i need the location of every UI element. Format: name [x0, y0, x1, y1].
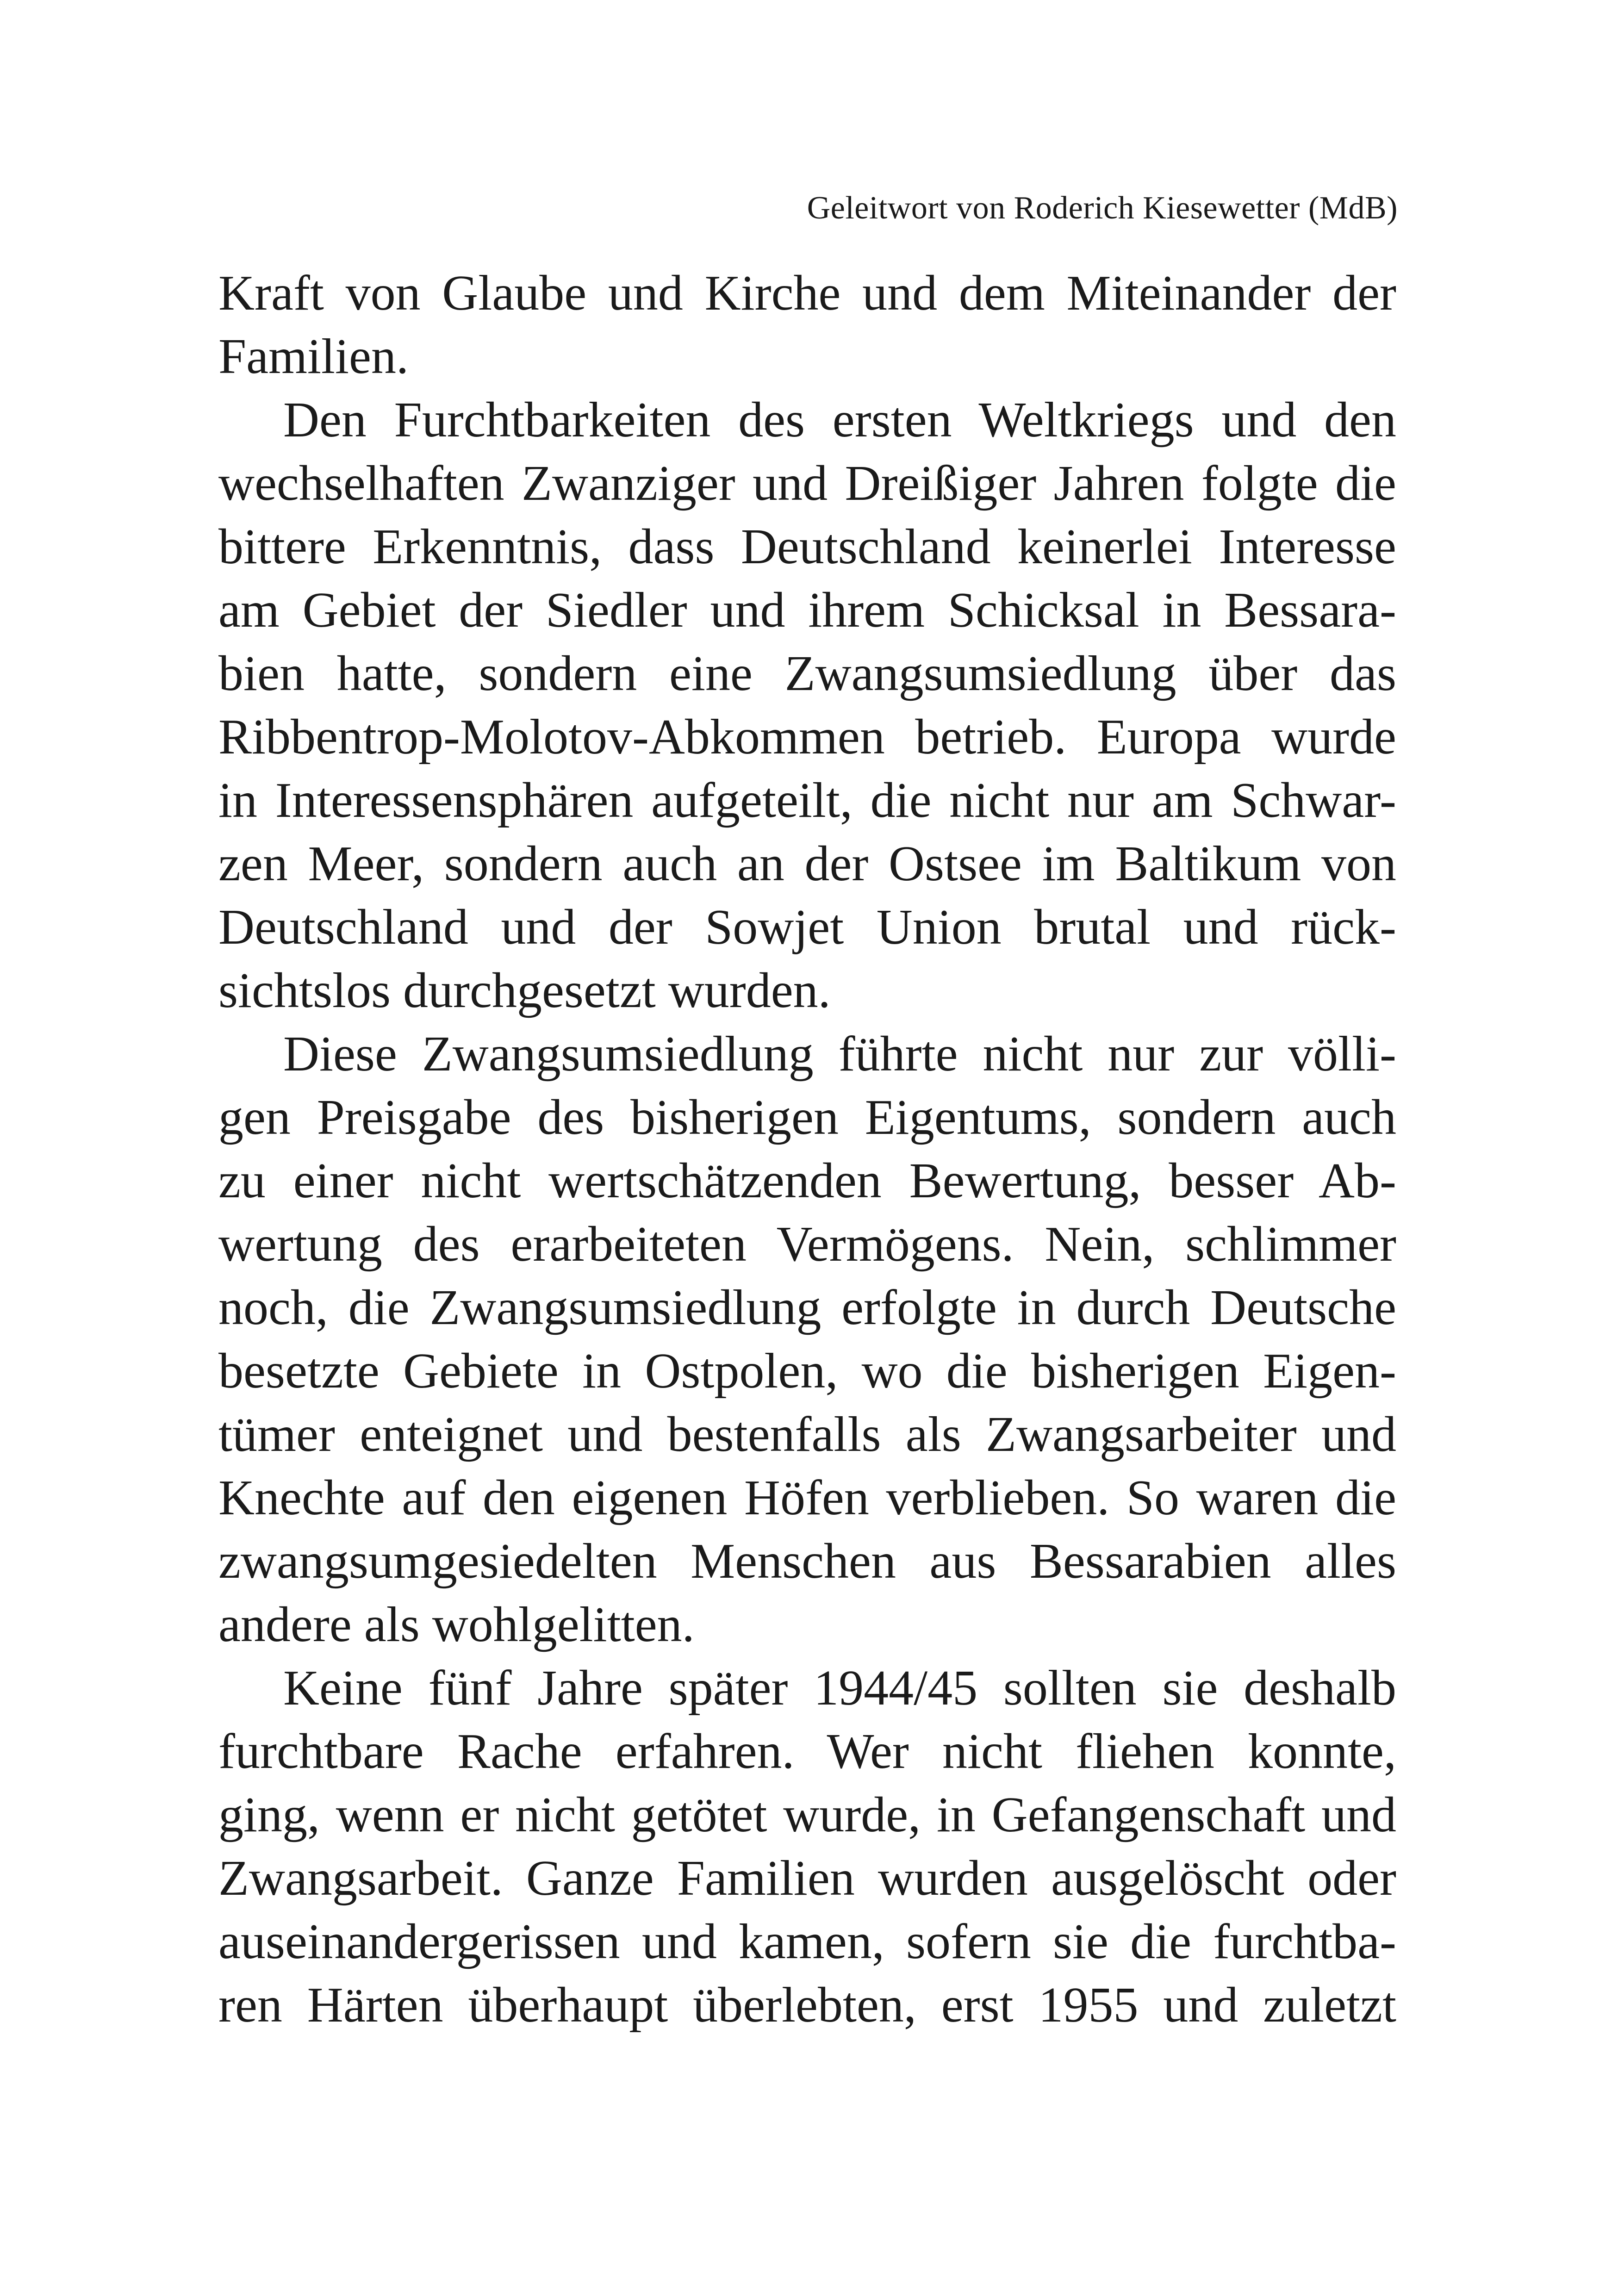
text-line: Knechte auf den eigenen Höfen verblieben. So waren die — [218, 1470, 1396, 1525]
text-line: Deutschland und der Sowjet Union brutal und rück- — [218, 900, 1396, 955]
text-line: zwangsumgesiedelten Menschen aus Bessarabien alles — [218, 1534, 1396, 1589]
text-line: ren Härten überhaupt überlebten, erst 1955 und zuletzt — [218, 1978, 1396, 2033]
text-line: auseinandergerissen und kamen, sofern sie die furchtba- — [218, 1914, 1396, 1969]
text-line: andere als wohlgelitten. — [218, 1597, 695, 1652]
text-line: Diese Zwangsumsiedlung führte nicht nur zur völli- — [283, 1027, 1396, 1082]
text-line: ging, wenn er nicht getötet wurde, in Gefangenschaft und — [218, 1787, 1396, 1842]
text-line: sichtslos durchgesetzt wurden. — [218, 963, 831, 1018]
text-line: zen Meer, sondern auch an der Ostsee im Baltikum von — [218, 836, 1396, 891]
text-line: bien hatte, sondern eine Zwangsumsiedlung über das — [218, 646, 1396, 701]
text-line: Keine fünf Jahre später 1944/45 sollten sie deshalb — [283, 1661, 1396, 1716]
text-line: gen Preisgabe des bisherigen Eigentums, sondern auch — [218, 1090, 1396, 1145]
text-line: wechselhaften Zwanziger und Dreißiger Jahren folgte die — [218, 456, 1396, 511]
text-line: Familien. — [218, 329, 409, 384]
text-line: Ribbentrop-Molotov-Abkommen betrieb. Europa wurde — [218, 709, 1396, 765]
text-line: noch, die Zwangsumsiedlung erfolgte in durch Deutsche — [218, 1280, 1396, 1335]
body-text — [218, 261, 1396, 2037]
text-line: zu einer nicht wertschätzenden Bewertung, besser Ab- — [218, 1153, 1396, 1208]
text-line: am Gebiet der Siedler und ihrem Schicksal in Bessara- — [218, 583, 1396, 638]
text-line: tümer enteignet und bestenfalls als Zwangsarbeiter und — [218, 1407, 1396, 1462]
text-line: Kraft von Glaube und Kirche und dem Miteinander der — [218, 266, 1396, 321]
running-header: Geleitwort von Roderich Kiesewetter (MdB) — [807, 190, 1398, 226]
text-line: Den Furchtbarkeiten des ersten Weltkriegs und den — [283, 392, 1396, 448]
text-line: wertung des erarbeiteten Vermögens. Nein, schlimmer — [218, 1217, 1396, 1272]
text-line: bittere Erkenntnis, dass Deutschland keinerlei Interesse — [218, 519, 1396, 574]
text-line: furchtbare Rache erfahren. Wer nicht fliehen konnte, — [218, 1724, 1396, 1779]
text-line: in Interessensphären aufgeteilt, die nicht nur am Schwar- — [218, 773, 1396, 828]
text-line: Zwangsarbeit. Ganze Familien wurden ausgelöscht oder — [218, 1851, 1396, 1906]
text-line: besetzte Gebiete in Ostpolen, wo die bisherigen Eigen- — [218, 1344, 1396, 1399]
